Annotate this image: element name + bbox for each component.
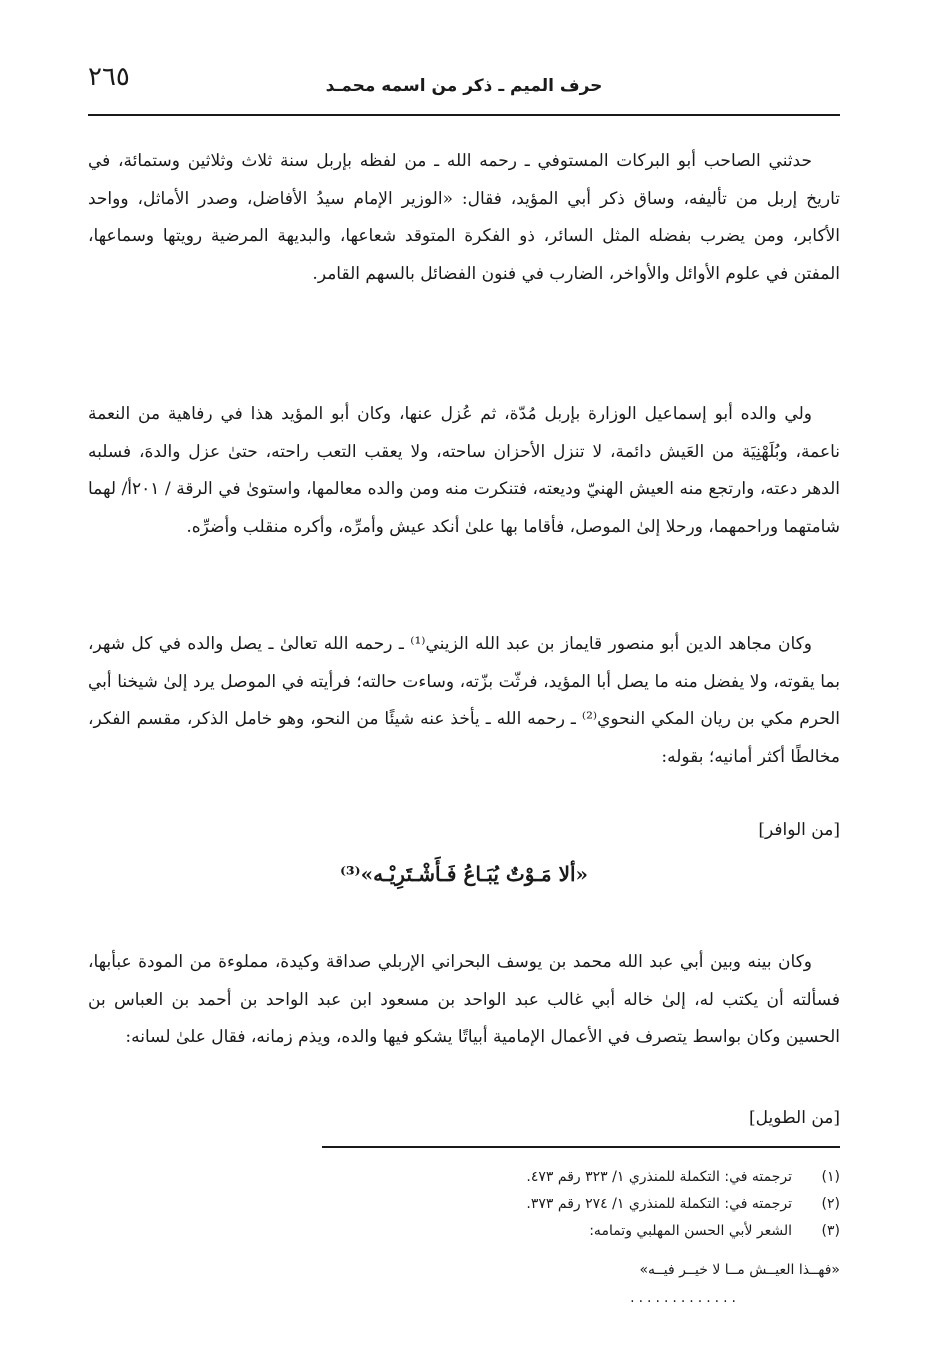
- footnote-item: [88, 1218, 840, 1245]
- footnote-number: (٣): [821, 1223, 840, 1239]
- footnote-verse-dots: .............: [630, 1290, 740, 1306]
- header-rule: [88, 114, 840, 116]
- running-title: حرف الميم ـ ذكر من اسمه محمـد: [325, 76, 603, 96]
- paragraph-2: [88, 396, 840, 546]
- footnote-verse: [88, 1262, 840, 1324]
- footnote-rule: [322, 1146, 840, 1148]
- footnote-item: [88, 1164, 840, 1191]
- paragraph-text: وكان مجاهد الدين أبو منصور قايماز بن عبد الله الزيني⁽¹⁾ ـ رحمه الله تعالىٰ ـ يصل والده في كل شهر، بما يقوته، ولا يفضل منه ما يصل أبا المؤيد، فرثّت بزّته، وساءت حالته؛ فرأيته في الموصل يرد إلىٰ شيخنا أبي الحرم مكي بن ريان المكي النحوي⁽²⁾ ـ رحمه الله ـ يأخذ عنه شيئًا من النحو، وهو خامل الذكر، مقسم الفكر، مخالطًا أكثر أمانيه؛ بقوله:: [88, 634, 840, 767]
- paragraph-1: [88, 143, 840, 293]
- footnotes: [88, 1164, 840, 1245]
- footnote-number: (٢): [821, 1196, 840, 1212]
- footnote-text: ترجمته في: التكملة للمنذري ١/ ٢٧٤ رقم ٣٧٣.: [526, 1196, 792, 1212]
- page-number: ٢٦٥: [88, 62, 130, 92]
- paragraph-3: [88, 626, 840, 776]
- paragraph-text: ولي والده أبو إسماعيل الوزارة بإربل مُدّة، ثم عُزل عنها، وكان أبو المؤيد هذا في رفاهية من النعمة ناعمة، وبُلَهْنِيَة من العَيش دائمة، لا تنزل الأحزان ساحته، ولا يعقب التعب راحته، حتىٰ عزل والدهَ، فسلبه الدهر دعته، وارتجع منه العيش الهنيّ وديعته، فتنكرت منه ومن والده معالمها، واستوىٰ في الرقة / ٢٠١أ/ لهما شامتهما وراحمهما، ورحلا إلىٰ الموصل، فأقاما بها علىٰ أنكد عيش وأمرِّه، وأكره منقلب وأضرِّه.: [88, 404, 840, 537]
- page-header: [88, 62, 840, 114]
- footnote-number: (١): [821, 1169, 840, 1185]
- paragraph-text: وكان بينه وبين أبي عبد الله محمد بن يوسف البحراني الإربلي صداقة وكيدة، مملوءة من المودة عبأبها، فسألته أن يكتب له، إلىٰ خاله أبي غالب عبد الواحد بن مسعود ابن عبد الواحد بن أحمد بن العباس بن الحسين وكان بواسط يتصرف في الأعمال الإمامية أبياتًا يشكو فيها والده، ويذم زمانه، فقال علىٰ لسانه:: [88, 952, 840, 1047]
- footnote-text: ترجمته في: التكملة للمنذري ١/ ٣٢٣ رقم ٤٧٣.: [526, 1169, 792, 1185]
- verse-line: «ألا مَـوْتٌ يُبَـاعُ فَـأَشْـتَرِيْـه»⁽³⁾: [339, 862, 589, 886]
- paragraph-4: [88, 944, 840, 1057]
- paragraph-text: حدثني الصاحب أبو البركات المستوفي ـ رحمه الله ـ من لفظه بإربل سنة ثلاث وثلاثين وستمائة، في تاريخ إربل من تأليفه، وساق ذكر أبي المؤيد، فقال: «الوزير الإمام سيدُ الأفاضل، وصدر الأماثل، وواحد الأكابر، ومن يضرب بفضله المثل السائر، ذو الفكرة المتوقد شعاعها، والبديهة المرضية رويتها وسماعها، المفتن في علوم الأوائل والأواخر، الضارب في فنون الفضائل بالسهم القامر.: [88, 151, 840, 284]
- meter-label-tawil: [من الطويل]: [749, 1108, 840, 1128]
- footnote-text: الشعر لأبي الحسن المهلبي وتمامه:: [589, 1223, 792, 1239]
- footnote-item: [88, 1191, 840, 1218]
- meter-label-wafir: [من الوافر]: [758, 820, 840, 840]
- footnote-verse-hemistich: «فهــذا العيــش مــا لا خيــر فيــه»: [639, 1262, 840, 1278]
